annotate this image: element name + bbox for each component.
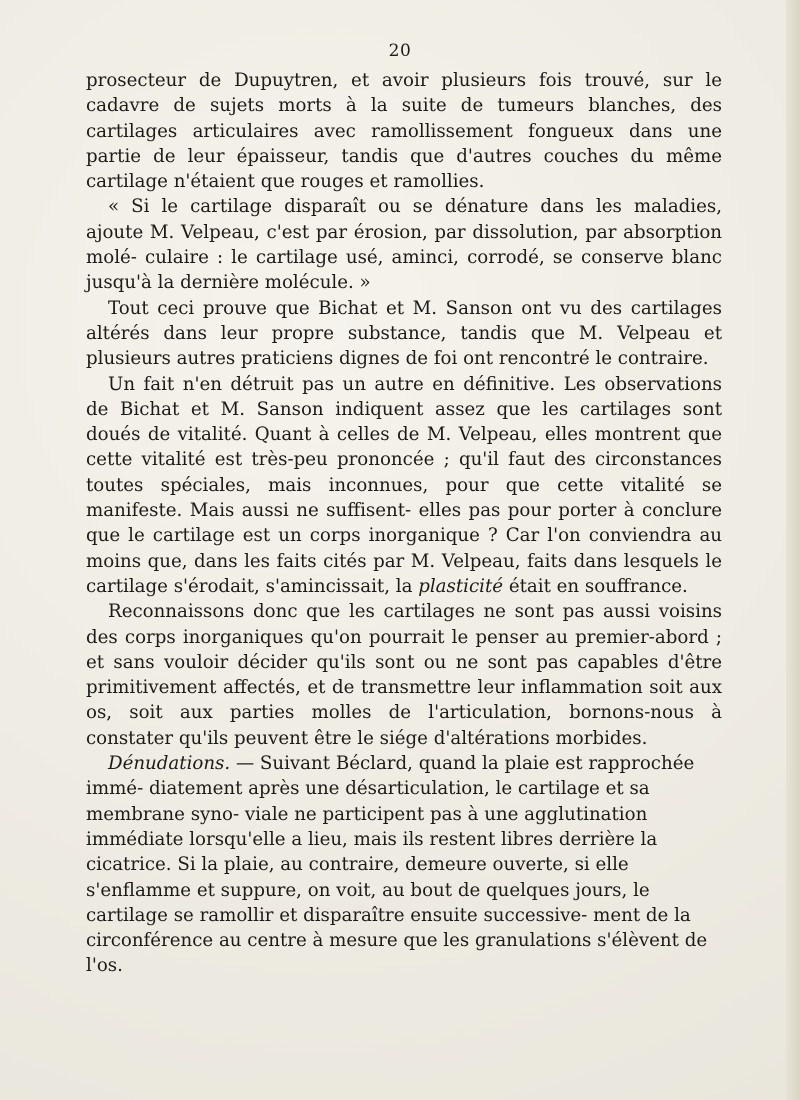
paragraph-1 xyxy=(86,68,722,194)
body-text xyxy=(86,68,722,979)
page-number: 20 xyxy=(388,41,412,61)
paragraph-1-text: prosecteur de Dupuytren, et avoir plusieurs fois trouvé, sur le cadavre de sujets morts à la suite de tumeurs blanches, des cartilages articulaires avec ramollissement fongueux dans une partie de leur épaisseur, tandis que d'autres couches du même cartilage n'étaient que rouges et ramollies. xyxy=(86,70,722,193)
paragraph-6-text: — Suivant Béclard, quand la plaie est rapprochée immé- diatement après une désarticulation, le cartilage et sa membrane syno- viale ne participent pas à une agglutination immédiate lorsqu'elle a lieu, mais ils restent libres derrière la cicatrice. Si la plaie, au contraire, demeure ouverte, si elle s'enflamme et suppure, on voit, au bout de quelques jours, le cartilage se ramollir et disparaître ensuite successive- ment de la circonférence au centre à mesure que les granulations s'élèvent de l'os. xyxy=(86,753,708,977)
paragraph-4-text-a: Un fait n'en détruit pas un autre en définitive. Les observations de Bichat et M. Sanson indiquent assez que les cartilages sont doués de vitalité. Quant à celles de M. Velpeau, elles montrent que cette vitalité est très-peu prononcée ; qu'il faut des circonstances toutes spéciales, mais inconnues, pour que cette vitalité se manifeste. Mais aussi ne suffisent- elles pas pour porter à conclure que le cartilage est un corps inorganique ? Car l'on conviendra au moins que, dans les faits cités par M. Velpeau, faits dans lesquels le cartilage s'érodait, s'amincissait, la xyxy=(86,373,722,597)
section-heading-denudations: Dénudations. xyxy=(108,753,231,775)
paragraph-2 xyxy=(86,194,722,295)
paragraph-6 xyxy=(86,751,722,979)
paragraph-2-text: « Si le cartilage disparaît ou se dénature dans les maladies, ajoute M. Velpeau, c'est par érosion, par dissolution, par absorption molé- culaire : le cartilage usé, aminci, corrodé, se conserve blanc jusqu'à la dernière molécule. » xyxy=(86,196,722,294)
paragraph-5-text: Reconnaissons donc que les cartilages ne sont pas aussi voisins des corps inorganiques qu'on pourrait le penser au premier-abord ; et sans vouloir décider qu'ils sont ou ne sont pas capables d'être primitivement affectés, et de transmettre leur inflammation soit aux os, soit aux parties molles de l'articulation, bornons-nous à constater qu'ils peuvent être le siége d'altérations morbides. xyxy=(86,601,722,749)
page-edge xyxy=(786,0,800,1100)
paragraph-3 xyxy=(86,296,722,372)
paragraph-3-text: Tout ceci prouve que Bichat et M. Sanson ont vu des cartilages altérés dans leur propre substance, tandis que M. Velpeau et plusieurs autres praticiens dignes de foi ont rencontré le contraire. xyxy=(86,297,722,370)
paragraph-4 xyxy=(86,372,722,600)
paragraph-4-text-b: était en souffrance. xyxy=(503,575,688,597)
paragraph-4-emphasis: plasticité xyxy=(418,575,504,597)
paragraph-5 xyxy=(86,599,722,751)
